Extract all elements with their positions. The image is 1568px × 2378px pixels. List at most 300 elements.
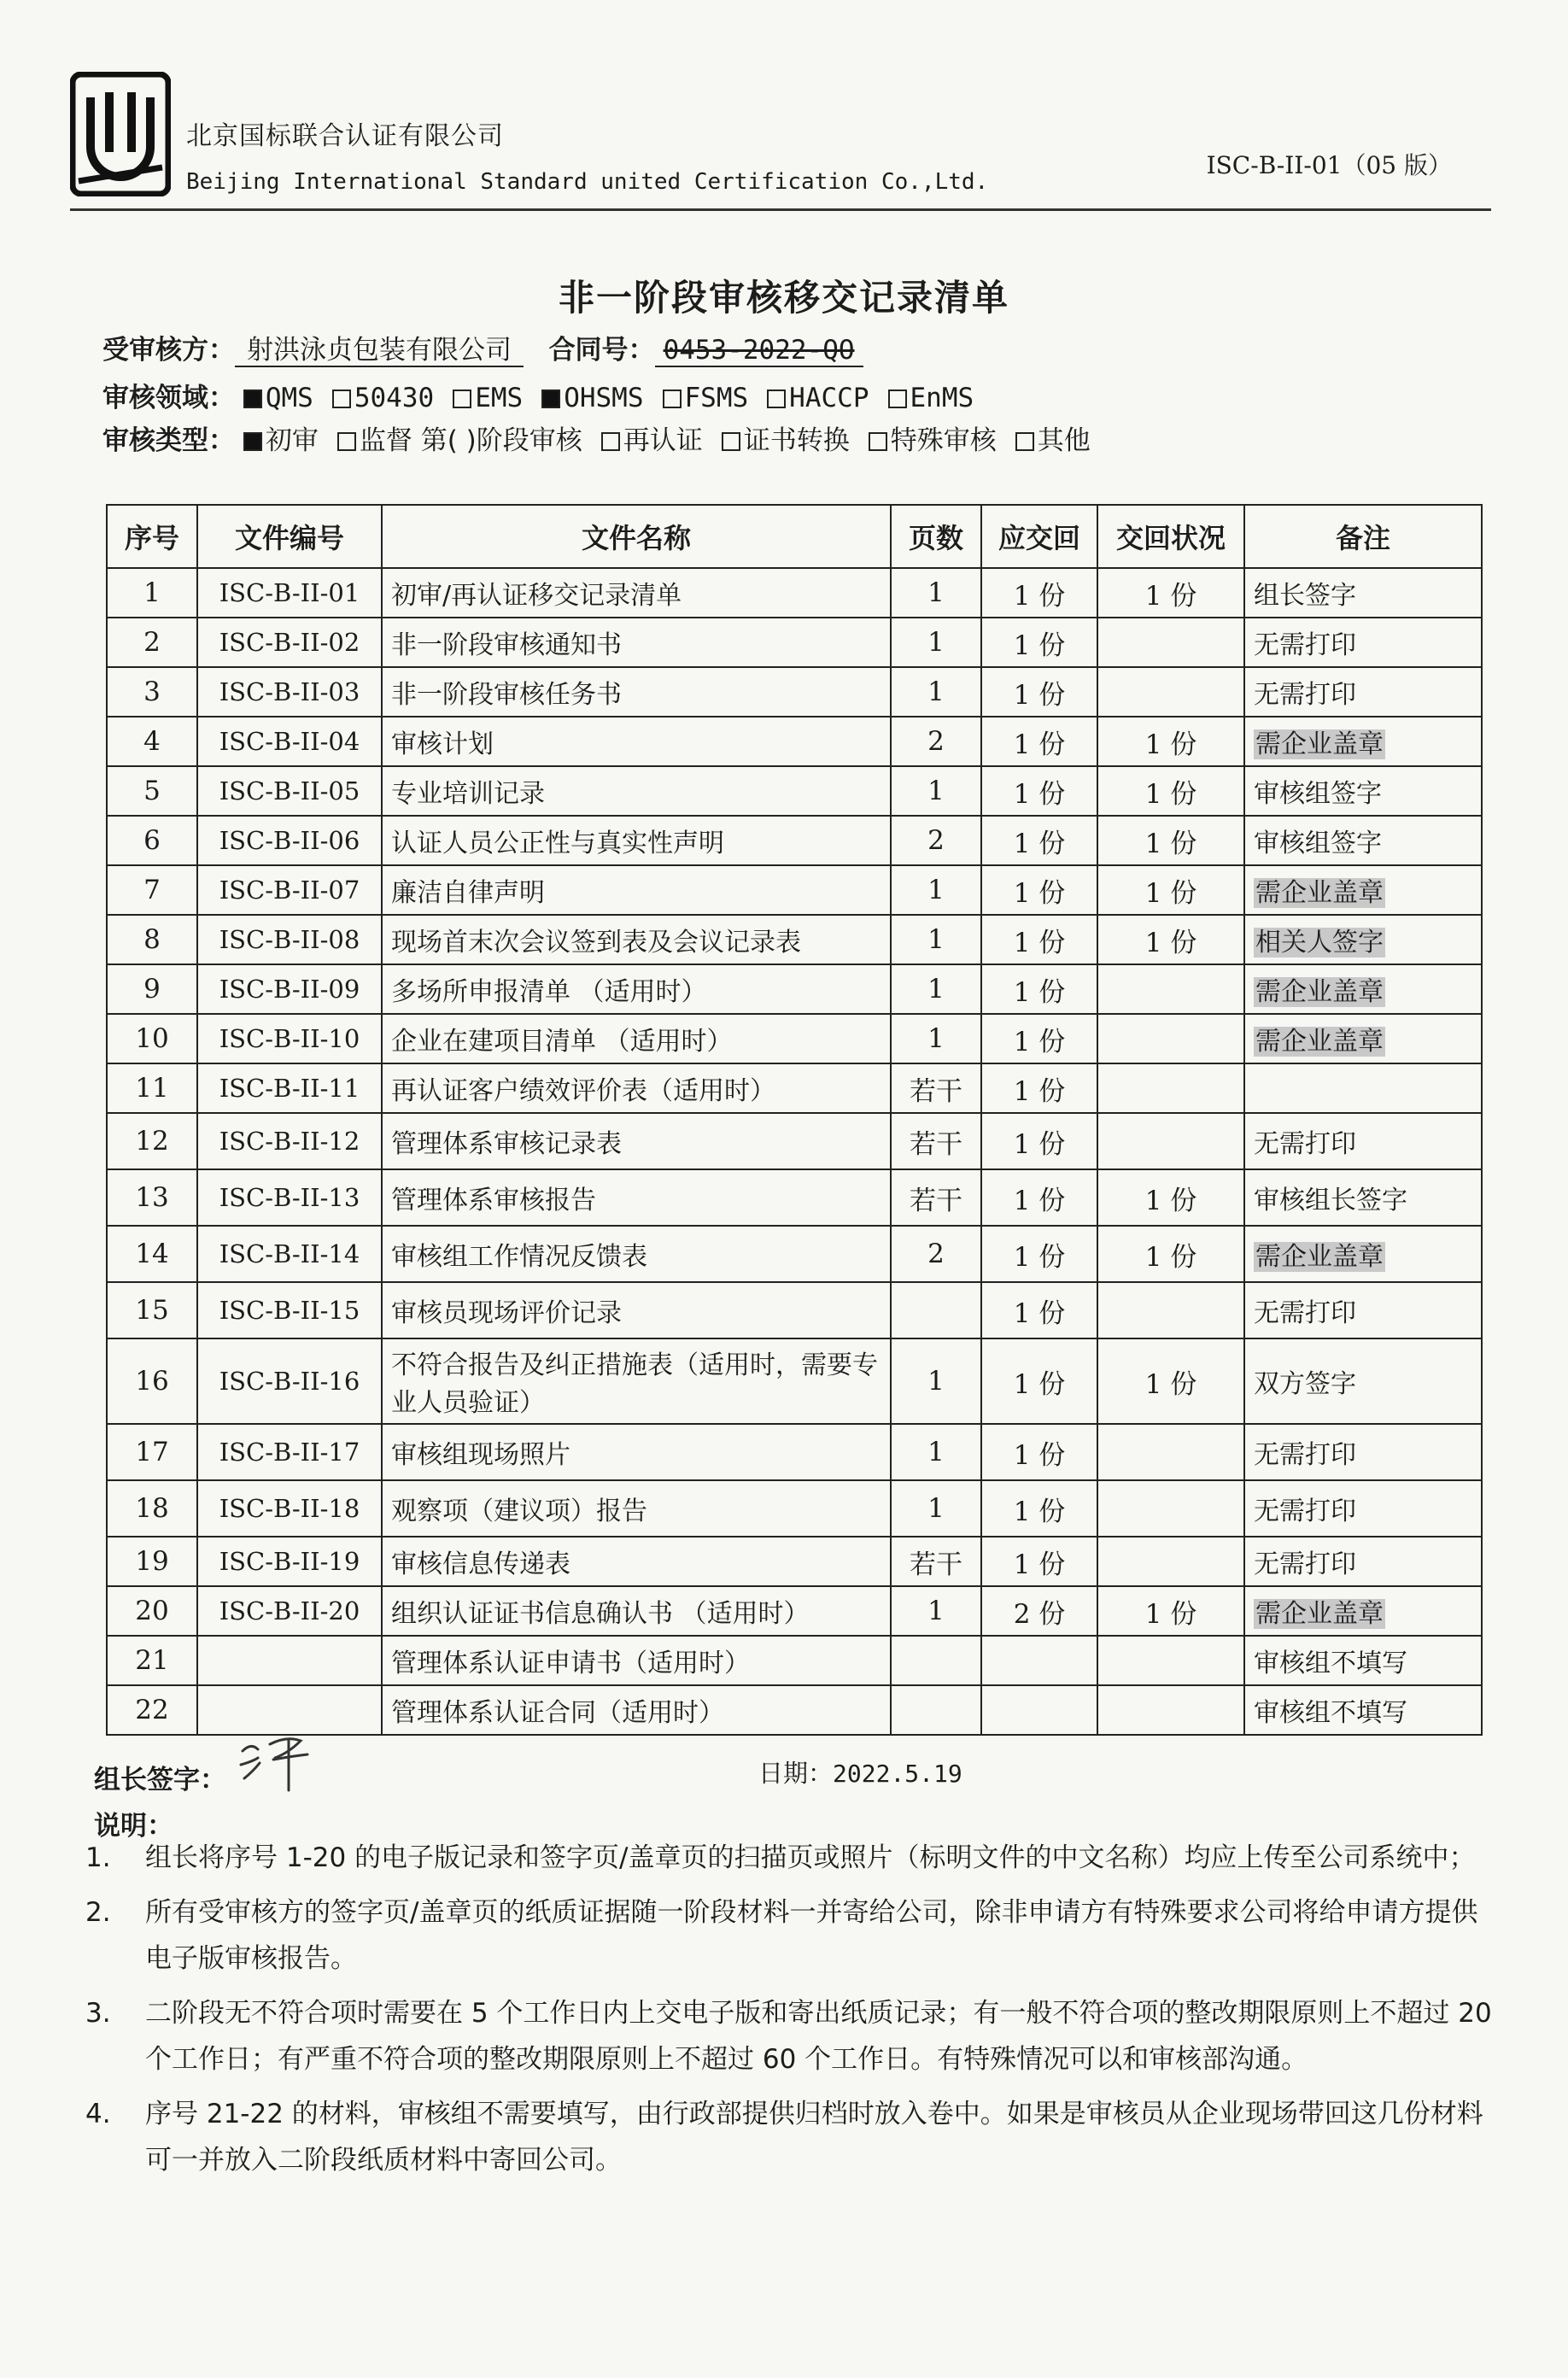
date-label: 日期： xyxy=(758,1759,834,1788)
table-row xyxy=(107,1480,1482,1537)
file-name: 审核组现场照片 xyxy=(391,1440,570,1470)
table-row xyxy=(107,667,1482,717)
audit-types-line xyxy=(102,419,1109,457)
note-text: 所有受审核方的签字页/盖章页的纸质证据随一阶段材料一并寄给公司，除非申请方有特殊要求公司将给申请方提供电子版审核报告。 xyxy=(145,1897,1478,1974)
table-row xyxy=(107,1014,1482,1063)
due-copies-cell xyxy=(981,717,1097,766)
row-number: 13 xyxy=(135,1182,169,1213)
return-status-cell xyxy=(1097,568,1244,618)
file-code-cell xyxy=(197,1586,382,1636)
row-number: 6 xyxy=(143,825,161,856)
row-number-cell xyxy=(107,1169,197,1226)
file-code: ISC-B-II-09 xyxy=(219,975,360,1004)
file-code-cell xyxy=(197,964,382,1014)
table-row xyxy=(107,1586,1482,1636)
note-text: 二阶段无不符合项时需要在 5 个工作日内上交电子版和寄出纸质记录；有一般不符合项的整改期限原则上不超过 20 个工作日；有严重不符合项的整改期限原则上不超过 60 个工作日。有特殊情况可以和审核部沟通。 xyxy=(145,1998,1492,2075)
col-header-name: 文件名称 xyxy=(382,505,891,568)
return-status-cell xyxy=(1097,1537,1244,1586)
row-number-cell xyxy=(107,1480,197,1537)
handover-table xyxy=(106,504,1483,1736)
file-code: ISC-B-II-20 xyxy=(219,1596,360,1625)
return-status-cell xyxy=(1097,865,1244,915)
file-code-cell xyxy=(197,568,382,618)
row-number-cell xyxy=(107,1636,197,1685)
contract-label: 合同号： xyxy=(548,335,655,366)
return-status: 1 份 xyxy=(1144,1241,1197,1273)
due-copies: 1 份 xyxy=(1013,976,1066,1008)
audited-party-label: 受审核方： xyxy=(102,335,235,366)
remark-cell xyxy=(1244,865,1482,915)
page-count: 若干 xyxy=(910,1075,962,1107)
note-item xyxy=(85,2091,1503,2183)
table-row xyxy=(107,1169,1482,1226)
page-count-cell xyxy=(891,865,981,915)
return-status-cell xyxy=(1097,1169,1244,1226)
page-count: 2 xyxy=(927,726,945,757)
file-code: ISC-B-II-15 xyxy=(219,1296,360,1325)
page-count-cell xyxy=(891,1282,981,1338)
return-status-cell xyxy=(1097,1113,1244,1169)
checkbox-icon xyxy=(337,432,356,451)
page-count: 1 xyxy=(927,924,945,955)
return-status-cell xyxy=(1097,1586,1244,1636)
due-copies-cell xyxy=(981,1338,1097,1424)
return-status-cell xyxy=(1097,1338,1244,1424)
file-name: 初审/再认证移交记录清单 xyxy=(391,581,682,611)
table-row xyxy=(107,1063,1482,1113)
return-status: 1 份 xyxy=(1144,877,1197,909)
return-status-cell xyxy=(1097,1424,1244,1480)
due-copies-cell xyxy=(981,568,1097,618)
remark: 无需打印 xyxy=(1254,1129,1356,1159)
remark: 审核组长签字 xyxy=(1254,1186,1407,1215)
return-status-cell xyxy=(1097,1636,1244,1685)
remark-cell xyxy=(1244,1113,1482,1169)
row-number: 15 xyxy=(135,1295,169,1326)
file-code-cell xyxy=(197,1636,382,1685)
due-copies-cell xyxy=(981,1685,1097,1735)
audit-type-option xyxy=(1015,425,1091,456)
table-row xyxy=(107,915,1482,964)
file-name: 现场首末次会议签到表及会议记录表 xyxy=(391,928,801,958)
page-count-cell xyxy=(891,1014,981,1063)
page-count-cell xyxy=(891,1226,981,1282)
remark: 双方签字 xyxy=(1254,1369,1356,1399)
file-code-cell xyxy=(197,1424,382,1480)
page-count: 1 xyxy=(927,1493,945,1524)
note-item xyxy=(85,1990,1503,2082)
file-name-cell xyxy=(382,1282,891,1338)
due-copies-cell xyxy=(981,865,1097,915)
file-name: 企业在建项目清单 （适用时） xyxy=(391,1027,733,1057)
remark-cell xyxy=(1244,1636,1482,1685)
header-divider xyxy=(70,208,1491,211)
file-code: ISC-B-II-01 xyxy=(219,578,360,607)
page-count: 2 xyxy=(927,825,945,856)
audit-type-option-label: 初审 xyxy=(265,425,319,456)
checkbox-icon xyxy=(243,390,262,408)
row-number-cell xyxy=(107,1424,197,1480)
audit-field-option-label: FSMS xyxy=(684,383,749,413)
table-row xyxy=(107,964,1482,1014)
page-count: 1 xyxy=(927,1596,945,1626)
row-number-cell xyxy=(107,1226,197,1282)
file-code: ISC-B-II-18 xyxy=(219,1494,360,1523)
remark-cell xyxy=(1244,717,1482,766)
file-name-cell xyxy=(382,1113,891,1169)
due-copies-cell xyxy=(981,1169,1097,1226)
row-number: 7 xyxy=(143,875,161,905)
file-code-cell xyxy=(197,618,382,667)
return-status: 1 份 xyxy=(1144,580,1197,612)
audit-field-option-label: OHSMS xyxy=(564,383,644,413)
file-name: 再认证客户绩效评价表（适用时） xyxy=(391,1076,775,1106)
table-row xyxy=(107,717,1482,766)
note-number: 3. xyxy=(85,1998,111,2029)
table-row xyxy=(107,618,1482,667)
file-name: 组织认证证书信息确认书 （适用时） xyxy=(391,1599,810,1629)
row-number: 9 xyxy=(143,974,161,1004)
return-status: 1 份 xyxy=(1144,927,1197,958)
due-copies: 1 份 xyxy=(1013,1026,1066,1057)
return-status: 1 份 xyxy=(1144,828,1197,859)
remark-cell xyxy=(1244,1537,1482,1586)
remark-cell xyxy=(1244,1063,1482,1113)
remark-cell xyxy=(1244,766,1482,816)
remark: 需企业盖章 xyxy=(1255,1599,1384,1629)
due-copies-cell xyxy=(981,964,1097,1014)
audit-type-option-label: 再认证 xyxy=(623,425,703,456)
handwritten-signature xyxy=(236,1725,321,1794)
table-row xyxy=(107,865,1482,915)
audited-party-value: 射洪泳贞包装有限公司 xyxy=(235,335,524,367)
file-name-cell xyxy=(382,766,891,816)
remark-cell xyxy=(1244,568,1482,618)
file-name: 管理体系审核记录表 xyxy=(391,1129,622,1159)
remark-cell xyxy=(1244,1338,1482,1424)
return-status-cell xyxy=(1097,1480,1244,1537)
remark: 审核组不填写 xyxy=(1254,1649,1407,1678)
remark-cell xyxy=(1244,1586,1482,1636)
page-count: 2 xyxy=(927,1239,945,1269)
remark: 需企业盖章 xyxy=(1255,977,1384,1007)
due-copies: 1 份 xyxy=(1013,1368,1066,1400)
page-count-cell xyxy=(891,1113,981,1169)
table-row xyxy=(107,1282,1482,1338)
due-copies-cell xyxy=(981,1226,1097,1282)
audit-type-option-label: 其他 xyxy=(1037,425,1091,456)
page-title: 非一阶段审核移交记录清单 xyxy=(558,277,1009,319)
remark: 无需打印 xyxy=(1254,680,1356,710)
audit-field-option xyxy=(541,383,643,413)
file-name-cell xyxy=(382,816,891,865)
due-copies: 1 份 xyxy=(1013,630,1066,661)
remark: 无需打印 xyxy=(1254,1298,1356,1328)
file-code: ISC-B-II-06 xyxy=(219,826,360,855)
notes-label: 说明： xyxy=(94,1811,173,1842)
file-name: 管理体系认证申请书（适用时） xyxy=(391,1649,750,1678)
row-number-cell xyxy=(107,1537,197,1586)
return-status: 1 份 xyxy=(1144,729,1197,760)
file-name: 管理体系审核报告 xyxy=(391,1186,596,1215)
file-code-cell xyxy=(197,915,382,964)
audit-field-option xyxy=(767,383,869,413)
audit-type-option xyxy=(601,425,703,456)
table-header-row xyxy=(107,505,1482,568)
file-name-cell xyxy=(382,1685,891,1735)
checkbox-icon xyxy=(767,390,786,408)
return-status: 1 份 xyxy=(1144,1598,1197,1630)
due-copies-cell xyxy=(981,1636,1097,1685)
row-number: 21 xyxy=(135,1645,169,1676)
due-copies: 1 份 xyxy=(1013,1185,1066,1216)
file-code: ISC-B-II-10 xyxy=(219,1024,360,1053)
due-copies-cell xyxy=(981,915,1097,964)
page-count-cell xyxy=(891,1063,981,1113)
file-code-cell xyxy=(197,667,382,717)
file-name-cell xyxy=(382,964,891,1014)
file-name-cell xyxy=(382,618,891,667)
file-code-cell xyxy=(197,1338,382,1424)
col-header-pages: 页数 xyxy=(891,505,981,568)
page-count-cell xyxy=(891,1685,981,1735)
file-code: ISC-B-II-13 xyxy=(219,1183,360,1212)
return-status-cell xyxy=(1097,816,1244,865)
file-code: ISC-B-II-04 xyxy=(219,727,360,756)
due-copies-cell xyxy=(981,1282,1097,1338)
row-number-cell xyxy=(107,717,197,766)
file-code-cell xyxy=(197,1537,382,1586)
remark-cell xyxy=(1244,1014,1482,1063)
return-status-cell xyxy=(1097,1063,1244,1113)
page-count-cell xyxy=(891,1424,981,1480)
file-name: 非一阶段审核通知书 xyxy=(391,630,622,660)
file-name-cell xyxy=(382,1636,891,1685)
col-header-note: 备注 xyxy=(1244,505,1482,568)
table-row xyxy=(107,1424,1482,1480)
file-code-cell xyxy=(197,1169,382,1226)
due-copies: 1 份 xyxy=(1013,1297,1066,1329)
return-status-cell xyxy=(1097,1226,1244,1282)
row-number: 22 xyxy=(135,1695,169,1725)
return-status-cell xyxy=(1097,618,1244,667)
date-line xyxy=(758,1754,962,1789)
note-text: 组长将序号 1-20 的电子版记录和签字页/盖章页的扫描页或照片（标明文件的中文名称）均应上传至公司系统中； xyxy=(145,1842,1476,1873)
audit-field-option xyxy=(888,383,974,413)
audit-type-option-label: 监督 第( )阶段审核 xyxy=(359,425,582,456)
return-status-cell xyxy=(1097,766,1244,816)
row-number-cell xyxy=(107,1586,197,1636)
remark-cell xyxy=(1244,1424,1482,1480)
file-code-cell xyxy=(197,1226,382,1282)
row-number-cell xyxy=(107,964,197,1014)
audit-field-option-label: 50430 xyxy=(354,383,435,413)
audit-types-label: 审核类型： xyxy=(102,425,235,456)
checkbox-icon xyxy=(453,390,471,408)
due-copies-cell xyxy=(981,1586,1097,1636)
file-code-cell xyxy=(197,1282,382,1338)
page-count: 1 xyxy=(927,676,945,707)
page-count-cell xyxy=(891,1537,981,1586)
file-name: 管理体系认证合同（适用时） xyxy=(391,1698,724,1728)
return-status: 1 份 xyxy=(1144,1185,1197,1216)
page-count: 1 xyxy=(927,875,945,905)
row-number-cell xyxy=(107,766,197,816)
remark-cell xyxy=(1244,915,1482,964)
row-number: 5 xyxy=(143,776,161,806)
due-copies: 1 份 xyxy=(1013,1075,1066,1107)
row-number: 19 xyxy=(135,1546,169,1577)
audit-field-option xyxy=(663,383,749,413)
checkbox-icon xyxy=(888,390,907,408)
remark: 无需打印 xyxy=(1254,1496,1356,1526)
file-code: ISC-B-II-05 xyxy=(219,776,360,805)
audit-field-option xyxy=(453,383,523,413)
page-count: 若干 xyxy=(910,1128,962,1160)
page-count: 1 xyxy=(927,627,945,658)
file-name-cell xyxy=(382,568,891,618)
row-number: 12 xyxy=(135,1126,169,1157)
file-name-cell xyxy=(382,865,891,915)
remark-cell xyxy=(1244,1282,1482,1338)
company-name-en: Beijing International Standard united Certification Co.,Ltd. xyxy=(186,169,989,195)
remark: 审核组签字 xyxy=(1254,779,1382,809)
page-count: 1 xyxy=(927,1023,945,1054)
due-copies: 1 份 xyxy=(1013,679,1066,711)
return-status: 1 份 xyxy=(1144,1368,1197,1400)
page-count-cell xyxy=(891,717,981,766)
file-code: ISC-B-II-07 xyxy=(219,876,360,905)
row-number: 18 xyxy=(135,1493,169,1524)
table-row xyxy=(107,1226,1482,1282)
file-code-cell xyxy=(197,1480,382,1537)
file-name: 认证人员公正性与真实性声明 xyxy=(391,829,724,858)
page-count-cell xyxy=(891,816,981,865)
audit-type-option xyxy=(722,425,850,456)
audit-fields-line xyxy=(102,376,992,414)
row-number-cell xyxy=(107,1063,197,1113)
table-row xyxy=(107,1537,1482,1586)
checkbox-icon xyxy=(1015,432,1034,451)
return-status-cell xyxy=(1097,964,1244,1014)
note-number: 1. xyxy=(85,1842,111,1873)
audit-type-option xyxy=(243,425,319,456)
file-name-cell xyxy=(382,915,891,964)
page-count-cell xyxy=(891,618,981,667)
file-name-cell xyxy=(382,1226,891,1282)
checkbox-icon xyxy=(601,432,620,451)
col-header-status: 交回状况 xyxy=(1097,505,1244,568)
company-name-cn: 北京国标联合认证有限公司 xyxy=(186,121,504,151)
audited-party-line xyxy=(102,328,863,366)
page-count-cell xyxy=(891,766,981,816)
due-copies-cell xyxy=(981,667,1097,717)
file-name-cell xyxy=(382,1063,891,1113)
col-header-due: 应交回 xyxy=(981,505,1097,568)
checkbox-icon xyxy=(869,432,887,451)
page-count-cell xyxy=(891,1586,981,1636)
row-number: 20 xyxy=(135,1596,169,1626)
remark-cell xyxy=(1244,1226,1482,1282)
file-code-cell xyxy=(197,816,382,865)
row-number: 2 xyxy=(143,627,161,658)
audit-type-option xyxy=(869,425,997,456)
checkbox-icon xyxy=(663,390,682,408)
file-name: 非一阶段审核任务书 xyxy=(391,680,622,710)
due-copies-cell xyxy=(981,1014,1097,1063)
due-copies: 1 份 xyxy=(1013,778,1066,810)
return-status: 1 份 xyxy=(1144,778,1197,810)
table-row xyxy=(107,816,1482,865)
due-copies-cell xyxy=(981,1113,1097,1169)
row-number: 8 xyxy=(143,924,161,955)
note-number: 2. xyxy=(85,1897,111,1928)
file-name-cell xyxy=(382,1480,891,1537)
row-number-cell xyxy=(107,568,197,618)
row-number-cell xyxy=(107,865,197,915)
leader-sign-label: 组长签字： xyxy=(94,1765,226,1795)
due-copies-cell xyxy=(981,816,1097,865)
file-name: 观察项（建议项）报告 xyxy=(391,1496,647,1526)
audit-field-option-label: EMS xyxy=(475,383,524,413)
file-code: ISC-B-II-11 xyxy=(219,1074,360,1103)
file-code-cell xyxy=(197,766,382,816)
due-copies-cell xyxy=(981,1063,1097,1113)
row-number-cell xyxy=(107,1014,197,1063)
audit-field-option-label: QMS xyxy=(265,383,313,413)
remark-cell xyxy=(1244,964,1482,1014)
page-count: 1 xyxy=(927,974,945,1004)
row-number: 4 xyxy=(143,726,161,757)
remark: 无需打印 xyxy=(1254,1549,1356,1579)
remark: 组长签字 xyxy=(1254,581,1356,611)
file-code: ISC-B-II-03 xyxy=(219,677,360,706)
company-logo-icon xyxy=(70,72,171,196)
page-count: 1 xyxy=(927,577,945,608)
document-code: ISC-B-II-01（05 版） xyxy=(1206,151,1452,179)
note-item xyxy=(85,1889,1503,1982)
contract-value: 0453-2022-QO xyxy=(655,335,863,367)
file-name-cell xyxy=(382,1169,891,1226)
file-name-cell xyxy=(382,1424,891,1480)
page-count-cell xyxy=(891,1338,981,1424)
file-name: 廉洁自律声明 xyxy=(391,878,545,908)
file-code: ISC-B-II-19 xyxy=(219,1547,360,1576)
row-number: 14 xyxy=(135,1239,169,1269)
return-status-cell xyxy=(1097,667,1244,717)
checkbox-icon xyxy=(541,390,560,408)
table-row xyxy=(107,1338,1482,1424)
page-count-cell xyxy=(891,1636,981,1685)
file-name-cell xyxy=(382,1586,891,1636)
file-name: 多场所申报清单 （适用时） xyxy=(391,977,707,1007)
row-number: 3 xyxy=(143,676,161,707)
page-count: 若干 xyxy=(910,1549,962,1580)
page-count: 1 xyxy=(927,1366,945,1397)
table-row xyxy=(107,1113,1482,1169)
file-code-cell xyxy=(197,1014,382,1063)
remark: 需企业盖章 xyxy=(1255,1027,1384,1057)
row-number-cell xyxy=(107,1685,197,1735)
checkbox-icon xyxy=(243,432,262,451)
due-copies: 1 份 xyxy=(1013,1496,1066,1527)
audit-fields-label: 审核领域： xyxy=(102,383,235,413)
remark: 需企业盖章 xyxy=(1255,729,1384,759)
due-copies: 1 份 xyxy=(1013,927,1066,958)
row-number: 10 xyxy=(135,1023,169,1054)
remark-cell xyxy=(1244,1480,1482,1537)
row-number-cell xyxy=(107,1282,197,1338)
